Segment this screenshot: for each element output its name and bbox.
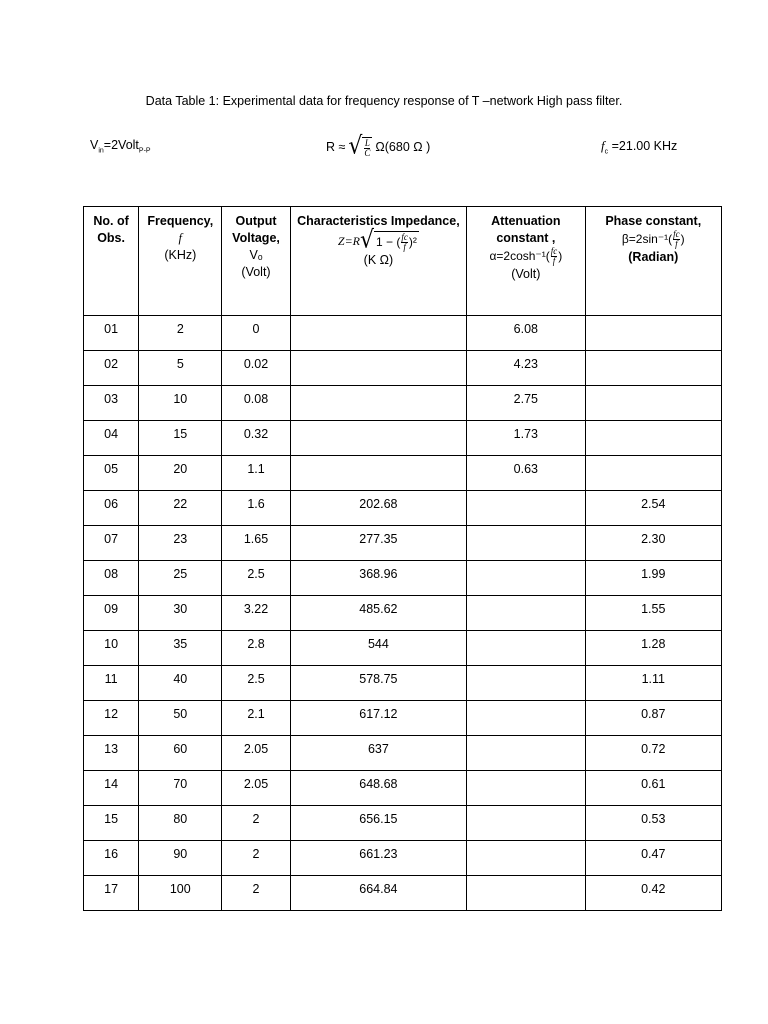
table-row xyxy=(84,806,722,841)
fc-symbol: f xyxy=(601,138,605,153)
cell-impedance: 202.68 xyxy=(290,491,467,526)
cell-frequency: 30 xyxy=(139,596,222,631)
cell-attenuation xyxy=(467,771,585,806)
cell-impedance: 664.84 xyxy=(290,876,467,911)
cell-frequency: 35 xyxy=(139,631,222,666)
cell-attenuation xyxy=(467,701,585,736)
cell-phase xyxy=(585,351,721,386)
cell-obs: 17 xyxy=(84,876,139,911)
cell-phase: 0.87 xyxy=(585,701,721,736)
cell-obs: 10 xyxy=(84,631,139,666)
r-prefix: R ≈ xyxy=(326,140,346,154)
cell-impedance: 578.75 xyxy=(290,666,467,701)
cell-phase: 0.47 xyxy=(585,841,721,876)
atten-formula-close: ) xyxy=(558,249,563,263)
header-impedance xyxy=(290,207,467,316)
cell-phase xyxy=(585,421,721,456)
cell-impedance xyxy=(290,456,467,491)
header-atten-line1: Attenuation xyxy=(491,214,561,228)
cell-impedance: 368.96 xyxy=(290,561,467,596)
cell-impedance xyxy=(290,351,467,386)
cell-obs: 05 xyxy=(84,456,139,491)
cell-impedance xyxy=(290,316,467,351)
phase-frac-den: f xyxy=(675,239,678,249)
cell-obs: 15 xyxy=(84,806,139,841)
cell-attenuation xyxy=(467,491,585,526)
cell-attenuation xyxy=(467,806,585,841)
cell-phase: 0.53 xyxy=(585,806,721,841)
table-row xyxy=(84,526,722,561)
cell-phase: 1.28 xyxy=(585,631,721,666)
cell-impedance: 637 xyxy=(290,736,467,771)
fc-subscript: c xyxy=(604,148,609,156)
header-vout-symbol: Vₒ xyxy=(249,248,263,262)
cell-phase xyxy=(585,386,721,421)
impedance-formula-inner: 1 − ( xyxy=(376,234,401,249)
r-value: Ω(680 Ω ) xyxy=(375,140,431,154)
atten-formula-lhs: α=2cosh⁻¹( xyxy=(489,249,550,263)
cell-frequency: 10 xyxy=(139,386,222,421)
table-row xyxy=(84,316,722,351)
cell-output-voltage: 2.5 xyxy=(222,561,290,596)
cell-phase: 2.30 xyxy=(585,526,721,561)
cell-output-voltage: 3.22 xyxy=(222,596,290,631)
header-obs xyxy=(84,207,139,316)
cell-frequency: 2 xyxy=(139,316,222,351)
cell-obs: 11 xyxy=(84,666,139,701)
cell-obs: 02 xyxy=(84,351,139,386)
cell-impedance: 656.15 xyxy=(290,806,467,841)
cell-output-voltage: 2.5 xyxy=(222,666,290,701)
header-impedance-unit: (K Ω) xyxy=(363,253,394,267)
phase-formula xyxy=(622,230,685,249)
cell-obs: 06 xyxy=(84,491,139,526)
cell-frequency: 40 xyxy=(139,666,222,701)
vin-value: =2Volt xyxy=(103,138,139,152)
cell-attenuation: 4.23 xyxy=(467,351,585,386)
r-frac-num: L xyxy=(364,137,370,148)
table-caption: Data Table 1: Experimental data for frequency response of T –network High pass filter. xyxy=(145,94,623,108)
cell-output-voltage: 0.02 xyxy=(222,351,290,386)
cell-output-voltage: 1.6 xyxy=(222,491,290,526)
cell-frequency: 23 xyxy=(139,526,222,561)
header-phase xyxy=(585,207,721,316)
cell-obs: 14 xyxy=(84,771,139,806)
atten-frac-den: f xyxy=(552,256,556,266)
header-vout-line1: Output xyxy=(235,214,277,228)
cell-output-voltage: 2.8 xyxy=(222,631,290,666)
header-atten-unit: (Volt) xyxy=(511,267,541,281)
table-row xyxy=(84,351,722,386)
cell-impedance: 277.35 xyxy=(290,526,467,561)
cell-obs: 07 xyxy=(84,526,139,561)
cell-attenuation xyxy=(467,596,585,631)
header-vout-unit: (Volt) xyxy=(241,265,271,279)
cell-phase xyxy=(585,316,721,351)
table-body xyxy=(84,316,722,911)
cell-frequency: 5 xyxy=(139,351,222,386)
cell-obs: 08 xyxy=(84,561,139,596)
header-frequency-line1: Frequency, xyxy=(147,214,214,228)
header-frequency-unit: (KHz) xyxy=(164,248,197,262)
cell-obs: 12 xyxy=(84,701,139,736)
resistance-formula xyxy=(326,132,431,161)
sqrt-l-over-c: √ $\frac{L}{C}$ xyxy=(348,132,371,161)
cell-impedance: 648.68 xyxy=(290,771,467,806)
phase-formula-lhs: β=2sin⁻¹( xyxy=(621,232,673,246)
cell-attenuation xyxy=(467,876,585,911)
cell-output-voltage: 0 xyxy=(222,316,290,351)
cell-output-voltage: 0.32 xyxy=(222,421,290,456)
phase-formula-close: ) xyxy=(680,232,685,246)
table-row xyxy=(84,841,722,876)
table-row xyxy=(84,421,722,456)
cell-impedance: 617.12 xyxy=(290,701,467,736)
cell-impedance: 661.23 xyxy=(290,841,467,876)
impedance-frac-num: fc xyxy=(401,231,408,242)
cell-frequency: 90 xyxy=(139,841,222,876)
cell-attenuation xyxy=(467,736,585,771)
cell-obs: 13 xyxy=(84,736,139,771)
experiment-parameters xyxy=(0,132,768,166)
cell-frequency: 70 xyxy=(139,771,222,806)
cell-attenuation: 2.75 xyxy=(467,386,585,421)
table-row xyxy=(84,386,722,421)
table-row xyxy=(84,491,722,526)
impedance-formula: Z=R √ 1 − ( fc f )² xyxy=(337,226,417,255)
input-voltage xyxy=(90,138,151,155)
table-row xyxy=(84,701,722,736)
cell-frequency: 22 xyxy=(139,491,222,526)
header-vout-line2: Voltage, xyxy=(232,231,280,245)
data-table xyxy=(83,206,722,911)
attenuation-formula xyxy=(489,247,562,266)
table-row xyxy=(84,561,722,596)
cell-obs: 16 xyxy=(84,841,139,876)
table-row xyxy=(84,456,722,491)
cell-phase: 1.11 xyxy=(585,666,721,701)
cell-phase: 1.99 xyxy=(585,561,721,596)
header-phase-line1: Phase constant, xyxy=(605,214,702,228)
cell-phase: 0.72 xyxy=(585,736,721,771)
cell-obs: 09 xyxy=(84,596,139,631)
table-row xyxy=(84,736,722,771)
cell-frequency: 15 xyxy=(139,421,222,456)
cell-obs: 03 xyxy=(84,386,139,421)
impedance-frac-den: f xyxy=(403,241,406,252)
cell-attenuation xyxy=(467,841,585,876)
fc-value: =21.00 KHz xyxy=(611,139,678,153)
table-row xyxy=(84,596,722,631)
cell-output-voltage: 2 xyxy=(222,841,290,876)
table-row xyxy=(84,771,722,806)
vin-subscript: in xyxy=(98,147,104,155)
cell-phase: 2.54 xyxy=(585,491,721,526)
atten-frac-num: fc xyxy=(550,246,558,256)
cell-phase: 0.61 xyxy=(585,771,721,806)
header-attenuation xyxy=(467,207,585,316)
cell-attenuation xyxy=(467,526,585,561)
cell-attenuation xyxy=(467,561,585,596)
cell-impedance xyxy=(290,421,467,456)
cutoff-frequency xyxy=(601,138,677,156)
cell-output-voltage: 2 xyxy=(222,806,290,841)
header-frequency xyxy=(139,207,222,316)
table-row xyxy=(84,876,722,911)
header-row xyxy=(84,207,722,316)
cell-frequency: 25 xyxy=(139,561,222,596)
cell-impedance xyxy=(290,386,467,421)
r-frac-den: C xyxy=(364,147,371,158)
cell-output-voltage: 2.05 xyxy=(222,736,290,771)
vin-unit-subscript: P-P xyxy=(138,147,151,155)
header-atten-line2: constant , xyxy=(496,231,556,245)
cell-frequency: 50 xyxy=(139,701,222,736)
cell-output-voltage: 1.1 xyxy=(222,456,290,491)
cell-frequency: 100 xyxy=(139,876,222,911)
cell-output-voltage: 1.65 xyxy=(222,526,290,561)
cell-output-voltage: 2 xyxy=(222,876,290,911)
header-obs-line1: No. of xyxy=(93,214,129,228)
cell-impedance: 485.62 xyxy=(290,596,467,631)
cell-output-voltage: 2.1 xyxy=(222,701,290,736)
table-row xyxy=(84,631,722,666)
cell-phase xyxy=(585,456,721,491)
cell-output-voltage: 2.05 xyxy=(222,771,290,806)
cell-phase: 1.55 xyxy=(585,596,721,631)
cell-attenuation: 1.73 xyxy=(467,421,585,456)
cell-obs: 04 xyxy=(84,421,139,456)
cell-frequency: 80 xyxy=(139,806,222,841)
cell-attenuation: 6.08 xyxy=(467,316,585,351)
cell-attenuation xyxy=(467,631,585,666)
cell-frequency: 20 xyxy=(139,456,222,491)
cell-attenuation: 0.63 xyxy=(467,456,585,491)
header-phase-unit: (Radian) xyxy=(628,250,679,264)
vin-symbol: V xyxy=(90,138,99,152)
impedance-formula-close: )² xyxy=(408,234,417,249)
header-impedance-title: Characteristics Impedance, xyxy=(297,214,460,228)
cell-frequency: 60 xyxy=(139,736,222,771)
header-obs-line2: Obs. xyxy=(97,231,125,245)
cell-obs: 01 xyxy=(84,316,139,351)
header-frequency-symbol: f xyxy=(178,231,183,245)
header-output-voltage xyxy=(222,207,290,316)
cell-output-voltage: 0.08 xyxy=(222,386,290,421)
impedance-formula-lhs: Z=R xyxy=(337,233,360,248)
phase-frac-num: fc xyxy=(673,229,680,239)
cell-phase: 0.42 xyxy=(585,876,721,911)
cell-attenuation xyxy=(467,666,585,701)
table-row xyxy=(84,666,722,701)
cell-impedance: 544 xyxy=(290,631,467,666)
